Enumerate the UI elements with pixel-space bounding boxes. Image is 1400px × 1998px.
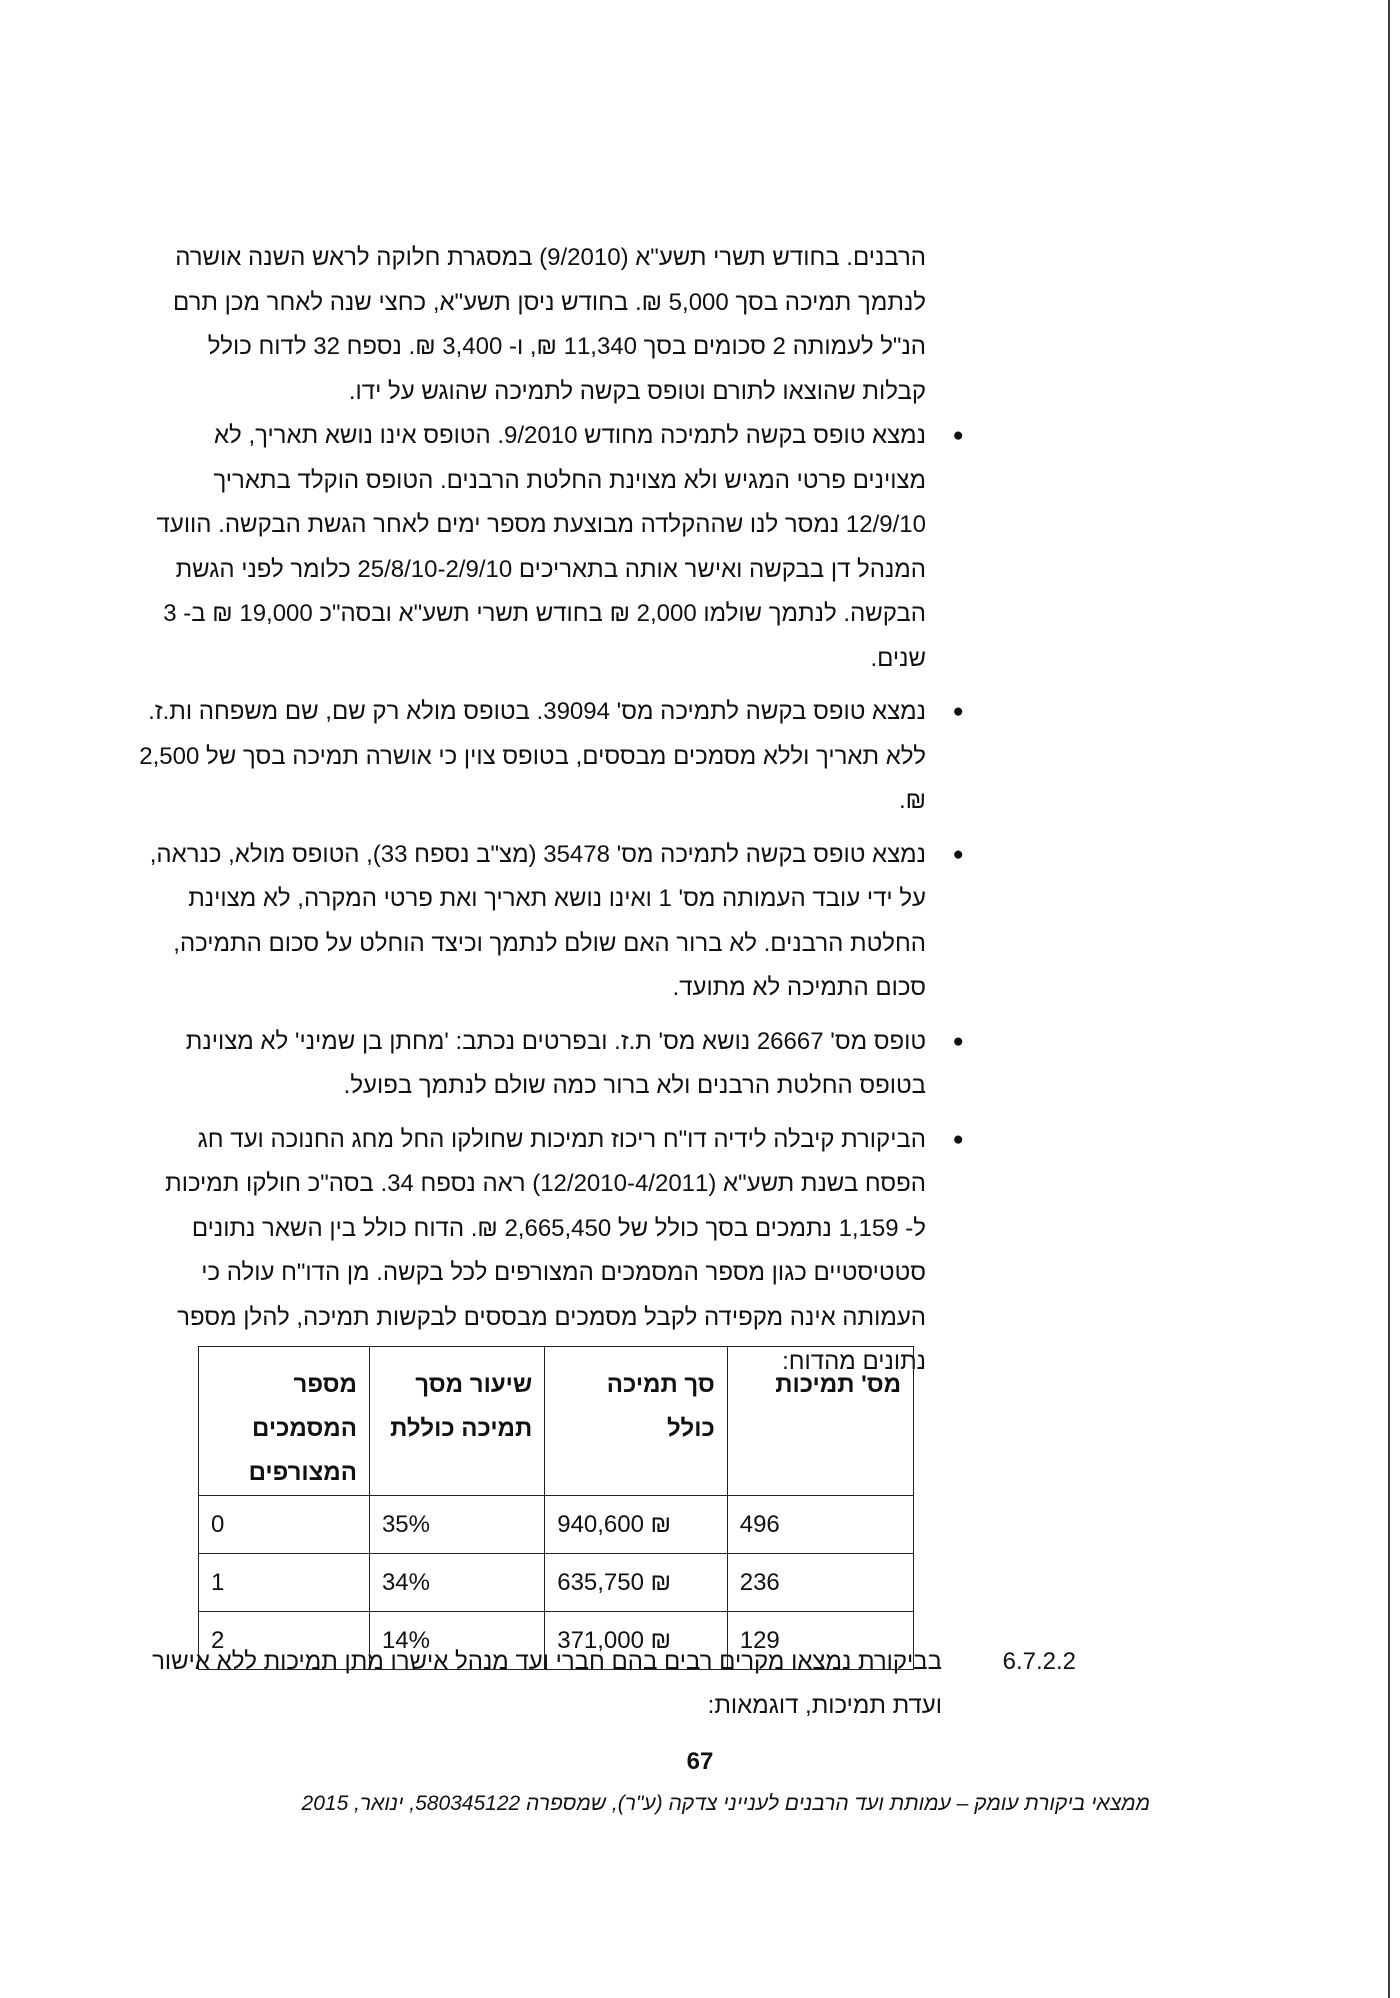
finding-line: המנהל דן בבקשה ואישר אותה בתאריכים 25/8/10-2/9/10 כלומר לפני הגשת	[175, 555, 926, 583]
table-cell: ₪ 940,600	[545, 1496, 728, 1554]
finding-line: נמצא טופס בקשה לתמיכה מס' 39094. בטופס מולא רק שם, שם משפחה ות.ז.	[148, 698, 926, 725]
support-stats-table	[198, 1346, 914, 1670]
table-header: מספר המסמכים המצורפים	[199, 1347, 370, 1496]
table-cell: 1	[199, 1554, 370, 1612]
table-cell: 236	[727, 1554, 913, 1612]
finding-line: הבקשה. לנתמך שולמו 2,000 ₪ בחודש תשרי תשע"א ובסה"כ 19,000 ₪ ב- 3	[163, 600, 926, 627]
bullet-icon: ●	[952, 1030, 964, 1052]
table-row	[199, 1554, 914, 1612]
table-header: שיעור מסך תמיכה כוללת	[369, 1347, 544, 1496]
finding-line: החלטת הרבנים. לא ברור האם שולם לנתמך וכיצד הוחלט על סכום התמיכה,	[173, 929, 926, 957]
table-cell: 129	[727, 1612, 913, 1670]
finding-line: טופס מס' 26667 נושא מס' ת.ז. ובפרטים נכתב: 'מחתן בן שמיני' לא מצוינת	[185, 1027, 926, 1055]
table-cell: ₪ 371,000	[545, 1612, 728, 1670]
finding-line: בטופס החלטת הרבנים ולא ברור כמה שולם לנתמך בפועל.	[343, 1072, 926, 1099]
table-row	[199, 1496, 914, 1554]
table-cell: 34%	[369, 1554, 544, 1612]
finding-line: ל- 1,159 נתמכים בסך כולל של 2,665,450 ₪. הדוח כולל בין השאר נתונים	[191, 1214, 926, 1242]
finding-line: מצוינים פרטי המגיש ולא מצוינת החלטת הרבנים. הטופס הוקלד בתאריך	[213, 466, 926, 494]
table-cell: 496	[727, 1496, 913, 1554]
table-header: סך תמיכה כולל	[545, 1347, 728, 1496]
finding-line: הביקורת קיבלה לידיה דו"ח ריכוז תמיכות שחולקו החל מחג החנוכה ועד חג	[197, 1125, 926, 1153]
finding-line: נמצא טופס בקשה לתמיכה מס' 35478 (מצ"ב נספח 33), הטופס מולא, כנראה,	[149, 840, 926, 868]
finding-line: הפסח בשנת תשע"א (12/2010-4/2011) ראה נספח 34. בסה"כ חולקו תמיכות	[165, 1170, 926, 1197]
finding-line: נתונים מהדוח:	[782, 1348, 926, 1375]
table-cell: 14%	[369, 1612, 544, 1670]
findings-list	[136, 414, 964, 1394]
bullet-icon: ●	[952, 843, 964, 865]
finding-line: ללא תאריך וללא מסמכים מבססים, בטופס צוין כי אושרה תמיכה בסך של 2,500	[139, 742, 926, 770]
table-header: מס' תמיכות	[727, 1347, 913, 1496]
finding-item	[136, 833, 964, 1011]
finding-line: סטטיסטיים כגון מספר המסמכים המצורפים לכל בקשה. מן הדו"ח עולה כי	[201, 1259, 926, 1286]
finding-line: על ידי עובד העמותה מס' 1 ואינו נושא תאריך ואת פרטי המקרה, לא מצוינת	[188, 885, 926, 912]
table-cell: 0	[199, 1496, 370, 1554]
section-number: 6.7.2.2	[1002, 1648, 1076, 1675]
table-cell: 2	[199, 1612, 370, 1670]
table-header-row	[199, 1347, 914, 1496]
table-cell: ₪ 635,750	[545, 1554, 728, 1612]
finding-line: 12/9/10 נמסר לנו שההקלדה מבוצעת מספר ימים לאחר הגשת הבקשה. הוועד	[156, 511, 926, 538]
table-cell: 35%	[369, 1496, 544, 1554]
intro-line: לנתמך תמיכה בסך 5,000 ₪. בחודש ניסן תשע"א, כחצי שנה לאחר מכן תרם	[173, 288, 926, 316]
intro-line: הנ"ל לעמותה 2 סכומים בסך 11,340 ₪, ו- 3,400 ₪. נספח 32 לדוח כולל	[207, 333, 926, 360]
scan-edge-line	[1388, 0, 1390, 1998]
page-number: 67	[686, 1748, 714, 1775]
section-line: ועדת תמיכות, דוגמאות:	[707, 1692, 942, 1719]
bullet-icon: ●	[952, 425, 964, 446]
bullet-icon: ●	[952, 701, 964, 722]
intro-line: הרבנים. בחודש תשרי תשע"א (9/2010) במסגרת חלוקה לראש השנה אושרה	[175, 244, 926, 271]
page-footer: ממצאי ביקורת עומק – עמותת ועד הרבנים לענייני צדקה (ע"ר), שמספרה 580345122, ינואר, 2015	[301, 1792, 1150, 1815]
intro-line: קבלות שהוצאו לתורם וטופס בקשה לתמיכה שהוגש על ידו.	[348, 377, 926, 405]
finding-line: ₪.	[898, 787, 926, 814]
finding-item	[136, 414, 964, 681]
finding-line: נמצא טופס בקשה לתמיכה מחודש 9/2010. הטופס אינו נושא תאריך, לא	[213, 422, 926, 449]
finding-item	[136, 690, 964, 824]
finding-item	[136, 1020, 964, 1109]
bullet-icon: ●	[952, 1128, 964, 1150]
intro-paragraph	[136, 236, 926, 414]
finding-line: העמותה אינה מקפידה לקבל מסמכים מבססים לבקשות תמיכה, להלן מספר	[177, 1303, 926, 1331]
finding-line: סכום התמיכה לא מתועד.	[672, 974, 926, 1001]
finding-item	[136, 1118, 964, 1385]
section-6-7-2-2	[136, 1640, 1076, 1728]
section-line: בביקורת נמצאו מקרים רבים בהם חברי ועד מנהל אישרו מתן תמיכות ללא אישור	[152, 1648, 942, 1675]
finding-line: שנים.	[870, 644, 926, 672]
section-text	[136, 1640, 942, 1728]
